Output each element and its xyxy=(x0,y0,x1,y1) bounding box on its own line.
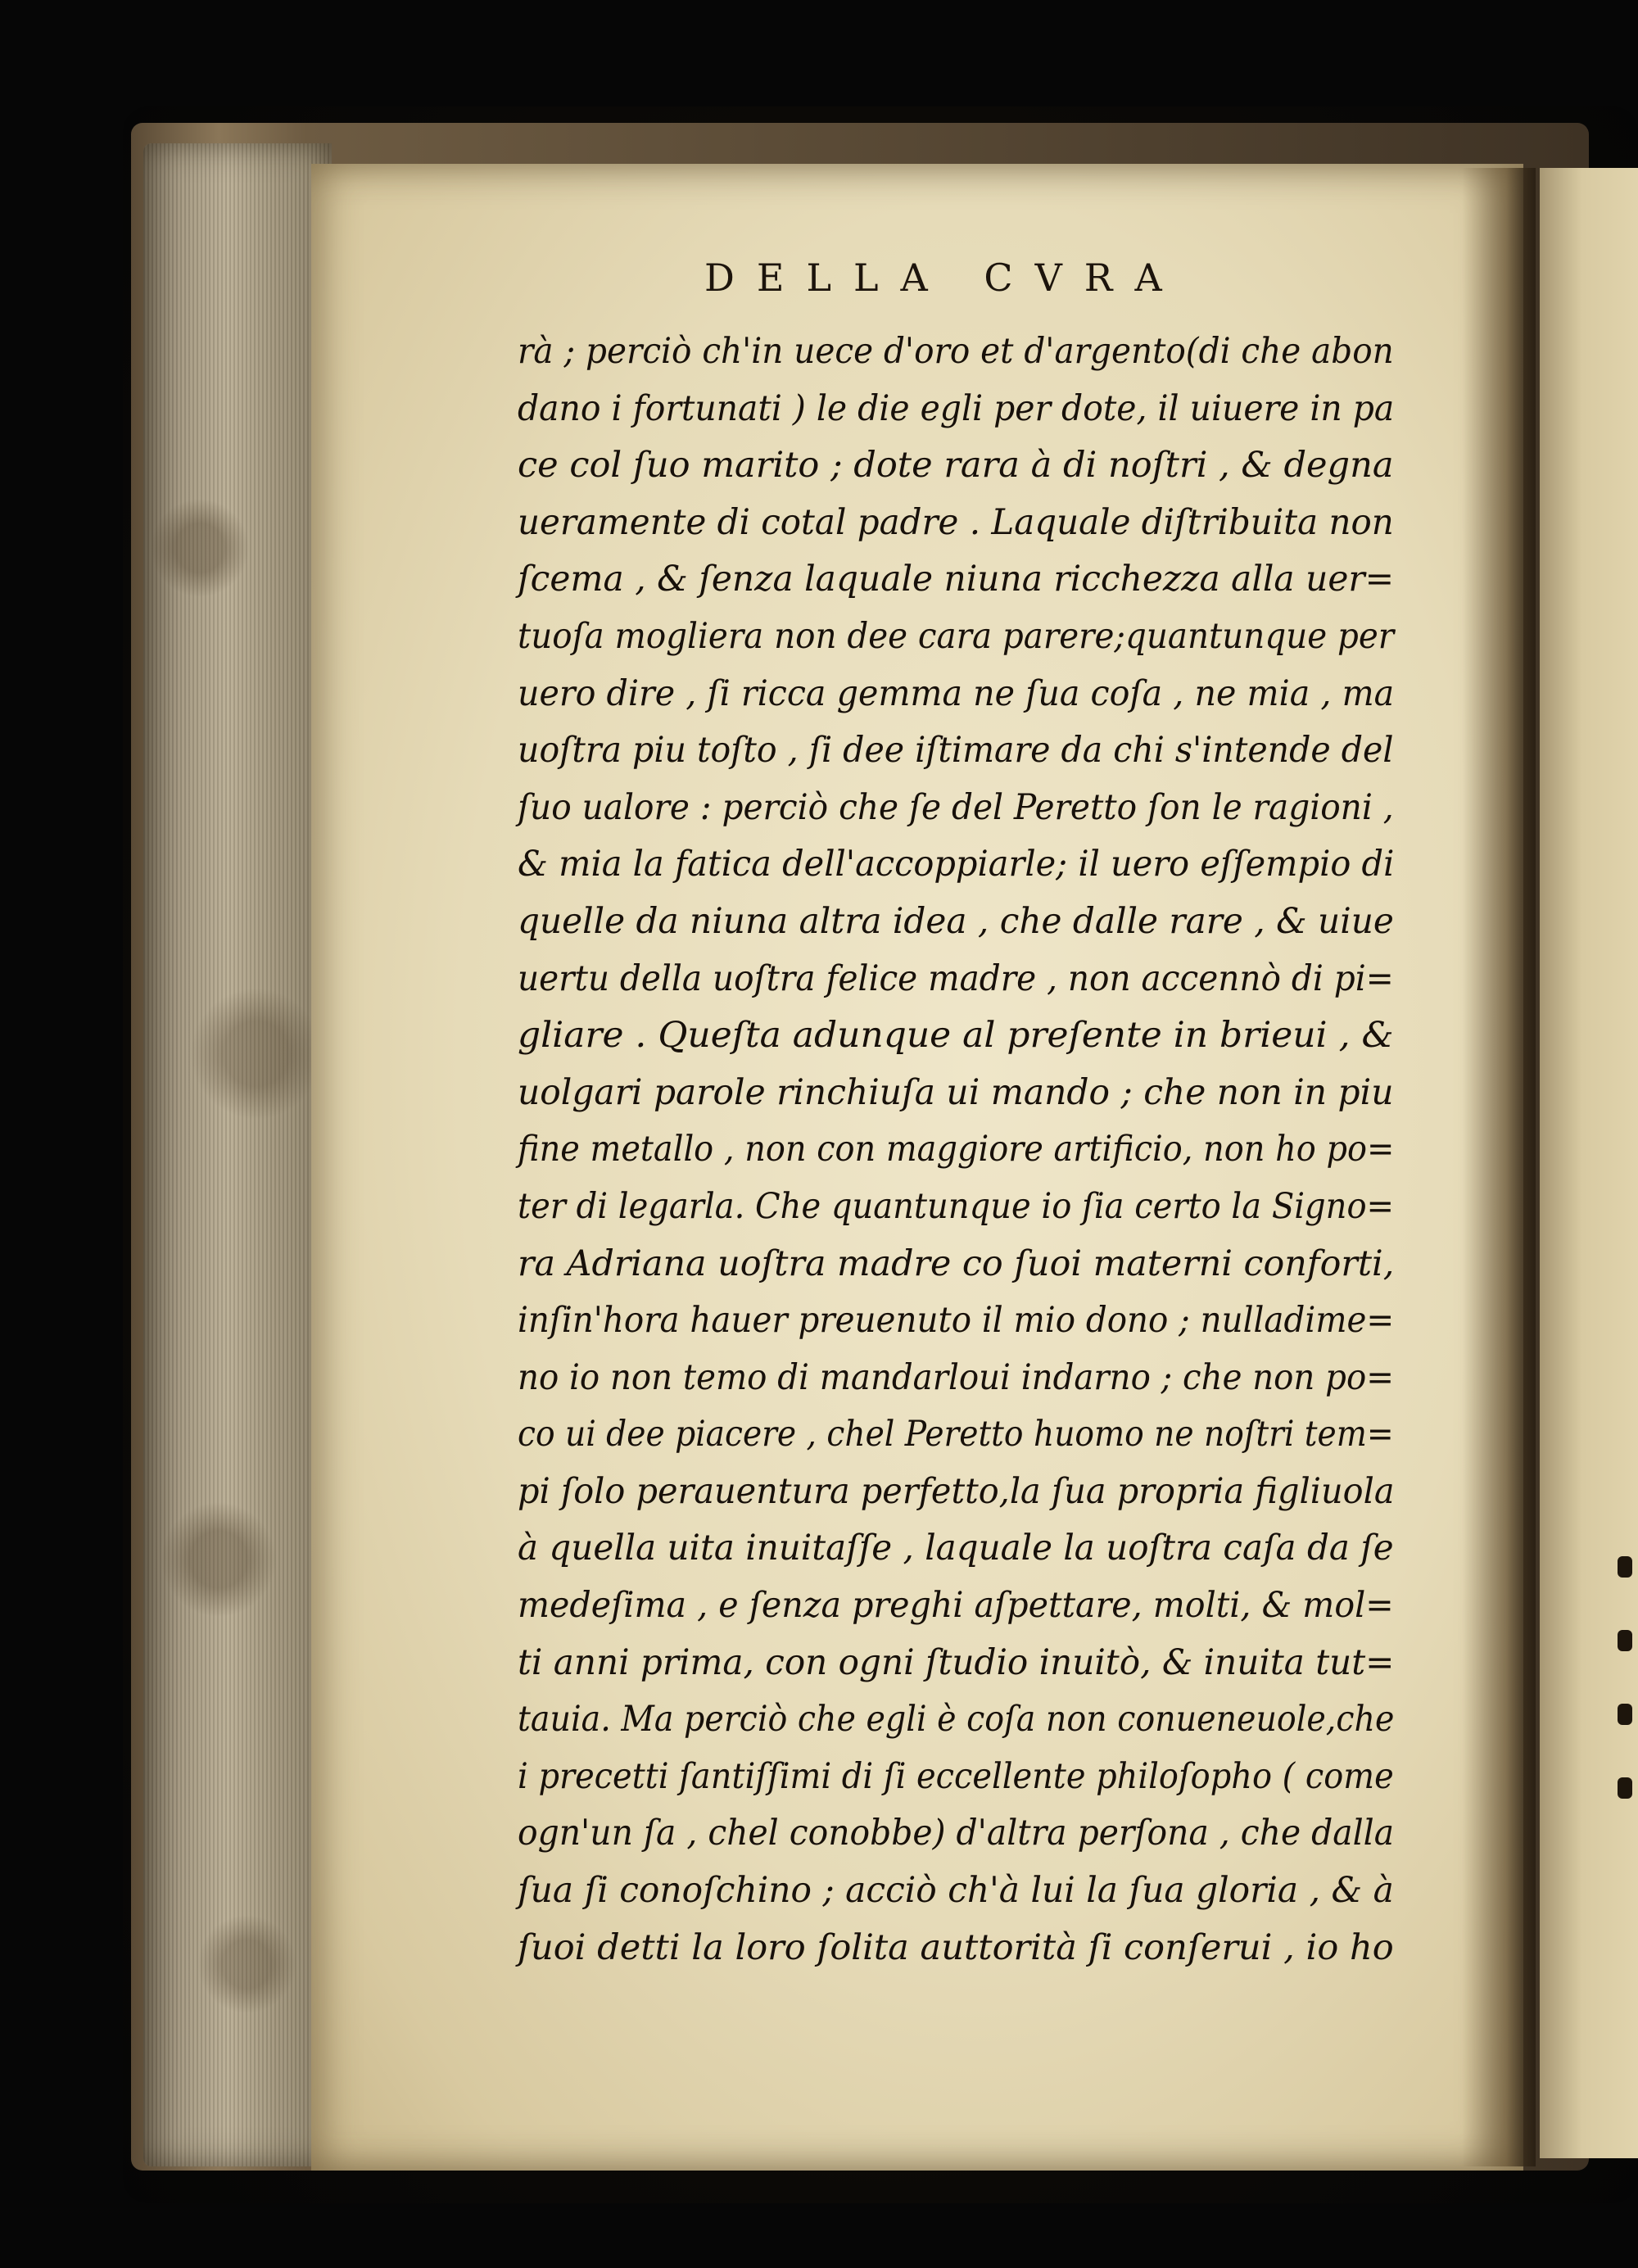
text-line: & mia la fatica dell'accoppiarle; il uero eſſempio di xyxy=(518,844,1395,885)
text-line: à quella uita inuitaſſe , laquale la uoſtra caſa da ſe xyxy=(518,1528,1394,1569)
text-line: tuoſa mogliera non dee cara parere;quantunque per xyxy=(518,615,1395,657)
right-page-ink-marks xyxy=(1618,1556,1638,1966)
text-line: tauia. Ma perciò che egli è coſa non conueneuole,che xyxy=(518,1699,1395,1741)
text-line: ter di legarla. Che quantunque io ſia certo la Signo= xyxy=(518,1185,1395,1227)
text-line: fine metallo , non con maggiore artificio, non ho po= xyxy=(518,1129,1395,1170)
running-head: DELLA CVRA xyxy=(704,256,1184,300)
page-edges xyxy=(143,143,332,2166)
text-line: uolgari parole rinchiuſa ui mando ; che non in piu xyxy=(518,1071,1394,1113)
text-line: ſuo ualore : perciò che ſe del Peretto ſon le ragioni , xyxy=(518,786,1394,828)
text-line: uoſtra piu toſto , ſi dee iſtimare da chi s'intende del xyxy=(518,730,1394,772)
text-line: ra Adriana uoſtra madre co ſuoi materni conforti, xyxy=(518,1243,1395,1284)
text-line: gliare . Queſta adunque al preſente in brieui , & xyxy=(518,1015,1394,1057)
text-line: ſua ſi conoſchino ; acciò ch'à lui la ſua gloria , & à xyxy=(518,1870,1394,1912)
text-line: ogn'un ſa , chel conobbe) d'altra perſona , che dalla xyxy=(518,1813,1395,1854)
text-line: ſcema , & ſenza laquale niuna ricchezza alla uer= xyxy=(518,559,1395,600)
text-line: co ui dee piacere , chel Peretto huomo ne noſtri tem= xyxy=(518,1414,1394,1455)
text-line: quelle da niuna altra idea , che dalle rare , & uiue xyxy=(518,900,1394,942)
text-line: i precetti ſantiſſimi di ſi eccellente philoſopho ( come xyxy=(518,1755,1394,1797)
text-line: uertu della uoſtra felice madre , non accennò di pi= xyxy=(518,957,1394,999)
text-line: uero dire , ſi ricca gemma ne ſua coſa , ne mia , ma xyxy=(518,672,1395,714)
text-line: rà ; perciò ch'in uece d'oro et d'argento(di che abon xyxy=(518,331,1394,372)
text-line: no io non temo di mandarloui indarno ; che non po= xyxy=(518,1356,1394,1398)
text-line: ſuoi detti la loro ſolita auttorità ſi conſerui , io ho xyxy=(518,1926,1394,1968)
text-line: medeſima , e ſenza preghi aſpettare, molti, & mol= xyxy=(518,1585,1394,1627)
text-line: ce col ſuo marito ; dote rara à di noſtri , & degna xyxy=(518,445,1394,487)
text-line: pi ſolo perauentura perfetto,la ſua propria figliuola xyxy=(518,1470,1395,1512)
book-gutter xyxy=(1462,168,1536,2166)
text-line: dano i fortunati ) le die egli per dote, il uiuere in pa xyxy=(518,387,1395,429)
text-block xyxy=(518,324,1394,1976)
text-line: inſin'hora hauer preuenuto il mio dono ; nulladime= xyxy=(518,1300,1395,1342)
text-line: ueramente di cotal padre . Laquale diſtribuita non xyxy=(518,501,1394,543)
text-line: ti anni prima, con ogni ſtudio inuitò, & inuita tut= xyxy=(518,1641,1395,1683)
